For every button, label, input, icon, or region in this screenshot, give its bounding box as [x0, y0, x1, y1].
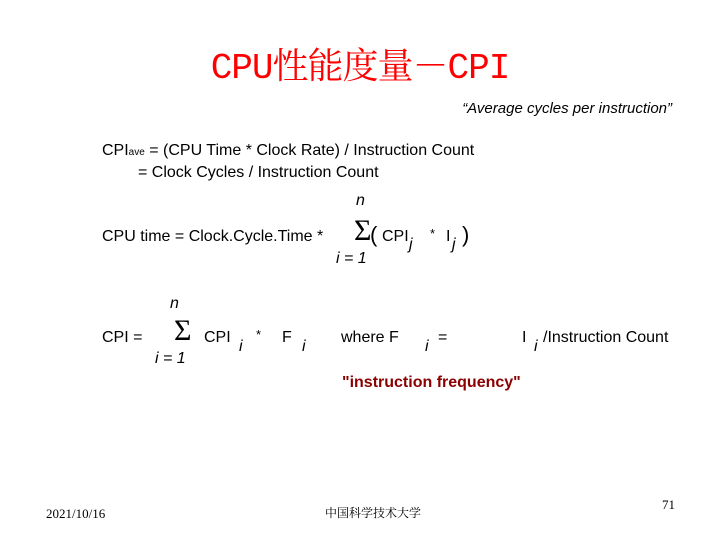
- cpu-time-cpi: CPI: [382, 228, 409, 245]
- instruction-frequency-label: "instruction frequency": [342, 374, 521, 391]
- footer-date: 2021/10/16: [46, 506, 106, 521]
- where-f-subscript: i: [425, 338, 429, 355]
- cpu-time-cpi-subscript: j: [409, 236, 413, 253]
- cpu-time-i-subscript: j: [452, 236, 456, 253]
- cpu-time-open-paren: (: [370, 222, 378, 247]
- cpi-ave-line-1: [102, 142, 474, 160]
- where-instruction-count: /Instruction Count: [543, 329, 669, 346]
- cpi-f-subscript: i: [302, 338, 306, 355]
- cpu-time-lhs: CPU time = Clock.Cycle.Time *: [102, 228, 324, 245]
- cpi-sigma: Σ: [174, 314, 192, 347]
- cpi-term: CPI: [204, 329, 231, 346]
- cpi-ave-formula-rest: = (CPU Time * Clock Rate) / Instruction Count: [144, 142, 475, 159]
- slide-title: CPU性能度量－CPI: [210, 48, 510, 89]
- cpu-time-close-paren: ): [462, 222, 470, 247]
- where-equals: =: [438, 329, 448, 346]
- cpi-multiply: *: [256, 327, 262, 342]
- cpi-ave-subscript: ave: [128, 147, 145, 158]
- cpi-term-subscript: i: [239, 338, 243, 355]
- where-i-term: I: [522, 329, 527, 346]
- cpu-time-i: I: [446, 228, 451, 245]
- cpu-time-sigma: Σ: [354, 214, 372, 247]
- cpi-ave-lhs: CPI: [102, 142, 129, 159]
- footer-institution: 中国科学技术大学: [325, 506, 422, 520]
- quote-text: “Average cycles per instruction”: [462, 100, 672, 117]
- where-label: where F: [341, 329, 399, 346]
- cpu-time-multiply: *: [430, 226, 436, 241]
- page-number: 71: [662, 497, 675, 512]
- cpi-lhs: CPI =: [102, 329, 143, 346]
- cpi-ave-line-2: = Clock Cycles / Instruction Count: [138, 164, 379, 181]
- cpi-f-term: F: [282, 329, 292, 346]
- cpi-sum-lower: i = 1: [155, 350, 186, 367]
- cpi-sum-upper: n: [170, 295, 179, 312]
- cpu-time-sum-upper: n: [356, 192, 365, 209]
- where-i-subscript: i: [534, 338, 538, 355]
- cpu-time-sum-lower: i = 1: [336, 250, 367, 267]
